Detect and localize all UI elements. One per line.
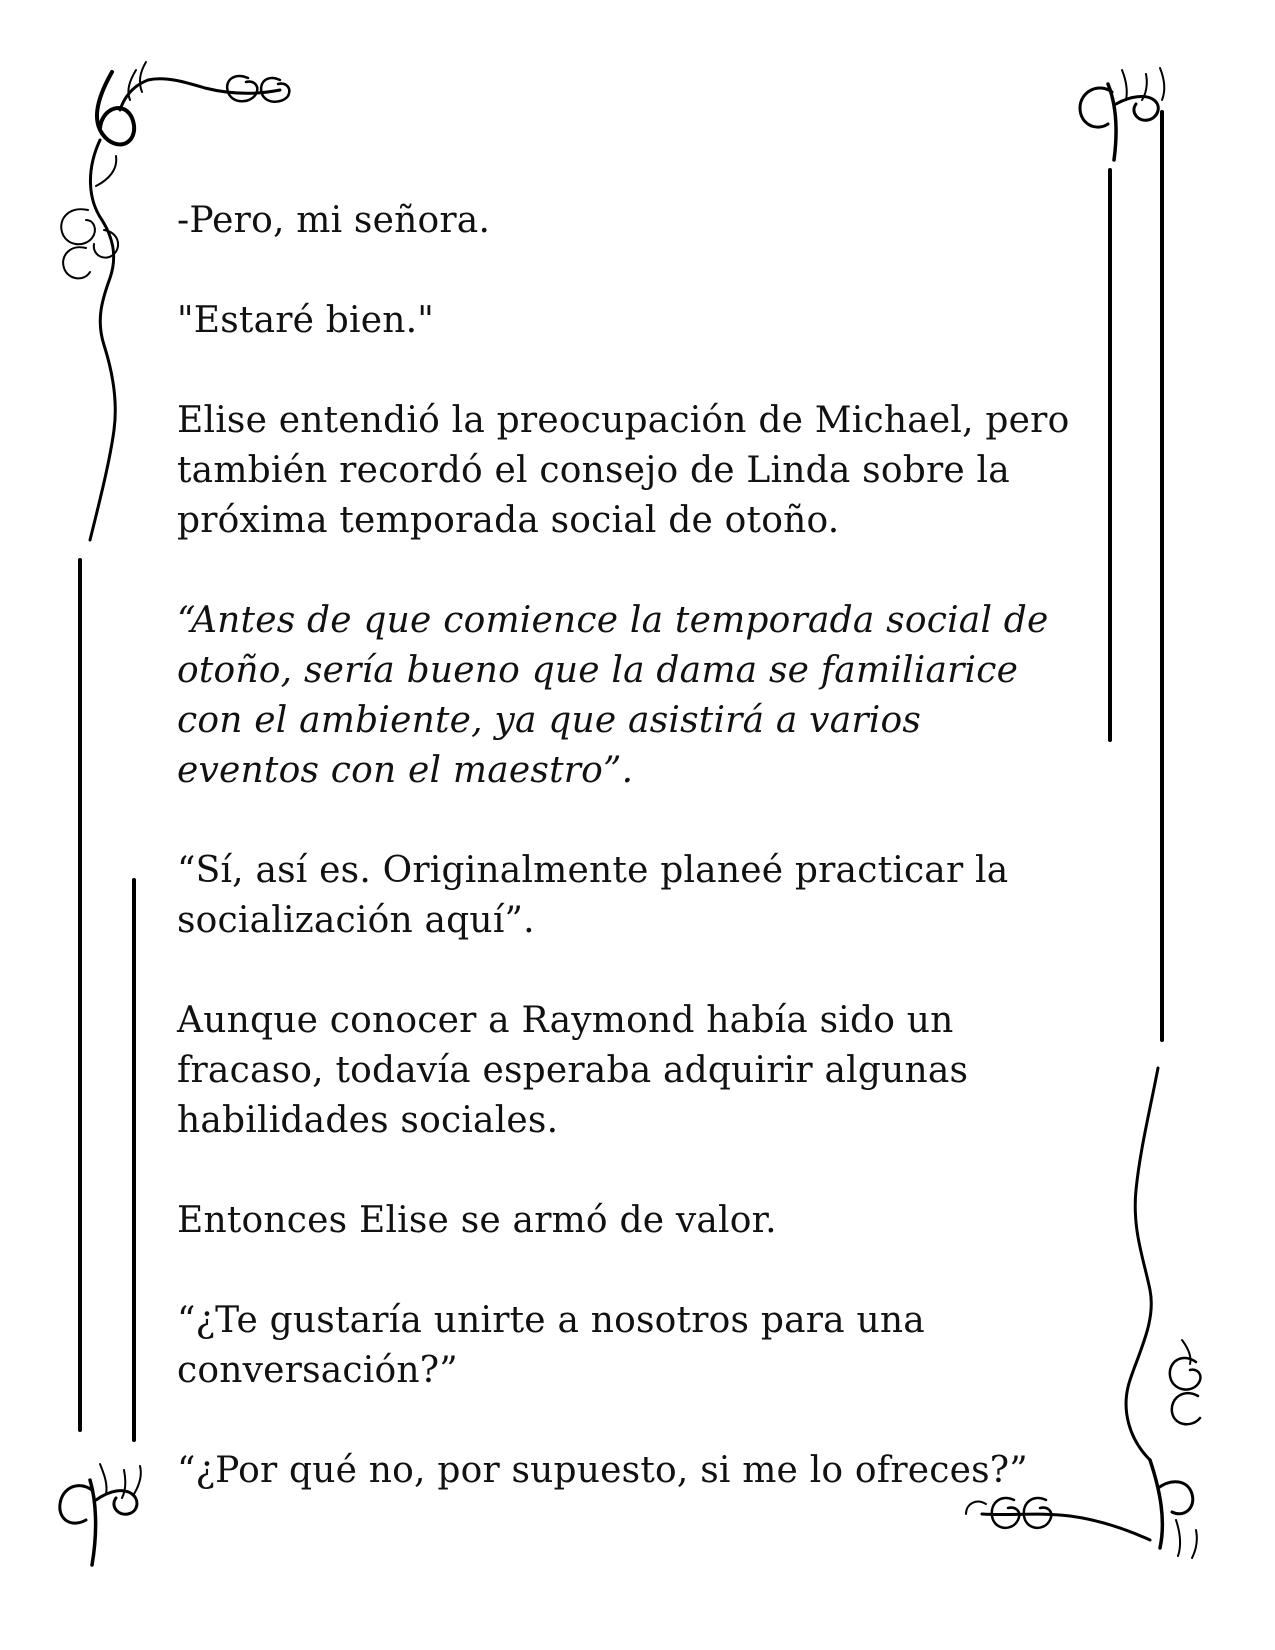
paragraph xyxy=(177,196,1107,246)
paragraph xyxy=(177,396,1107,546)
text-line: “¿Por qué no, por supuesto, si me lo ofreces?” xyxy=(177,1450,1028,1491)
text-line: “Sí, así es. Originalmente planeé practicar la xyxy=(177,850,1009,891)
paragraph xyxy=(177,846,1107,946)
text-line: fracaso, todavía esperaba adquirir algunas xyxy=(177,1050,969,1091)
text-line: -Pero, mi señora. xyxy=(177,200,491,241)
italic-quote-paragraph xyxy=(177,596,1107,796)
text-line: “¿Te gustaría unirte a nosotros para una xyxy=(177,1300,925,1341)
paragraph xyxy=(177,996,1107,1146)
text-line: Aunque conocer a Raymond había sido un xyxy=(177,1000,954,1041)
document-body xyxy=(177,196,1107,1546)
flourish-top-right xyxy=(1080,68,1164,160)
text-line: con el ambiente, ya que asistirá a varios xyxy=(177,700,922,741)
text-line: otoño, sería bueno que la dama se familiarice xyxy=(177,650,1019,691)
text-line: habilidades sociales. xyxy=(177,1100,559,1141)
text-line: próxima temporada social de otoño. xyxy=(177,500,840,541)
text-line: socialización aquí”. xyxy=(177,900,535,941)
flourish-bottom-left xyxy=(60,1464,141,1565)
text-line: “Antes de que comience la temporada social de xyxy=(177,600,1049,641)
text-line: eventos con el maestro”. xyxy=(177,750,634,791)
text-line: Elise entendió la preocupación de Michael, pero xyxy=(177,400,1070,441)
text-line: Entonces Elise se armó de valor. xyxy=(177,1200,777,1241)
text-line: también recordó el consejo de Linda sobre la xyxy=(177,450,1010,491)
paragraph xyxy=(177,1296,1107,1396)
text-line: conversación?” xyxy=(177,1350,458,1391)
paragraph xyxy=(177,1446,1107,1496)
paragraph xyxy=(177,1196,1107,1246)
text-line: "Estaré bien." xyxy=(177,300,435,341)
paragraph xyxy=(177,296,1107,346)
